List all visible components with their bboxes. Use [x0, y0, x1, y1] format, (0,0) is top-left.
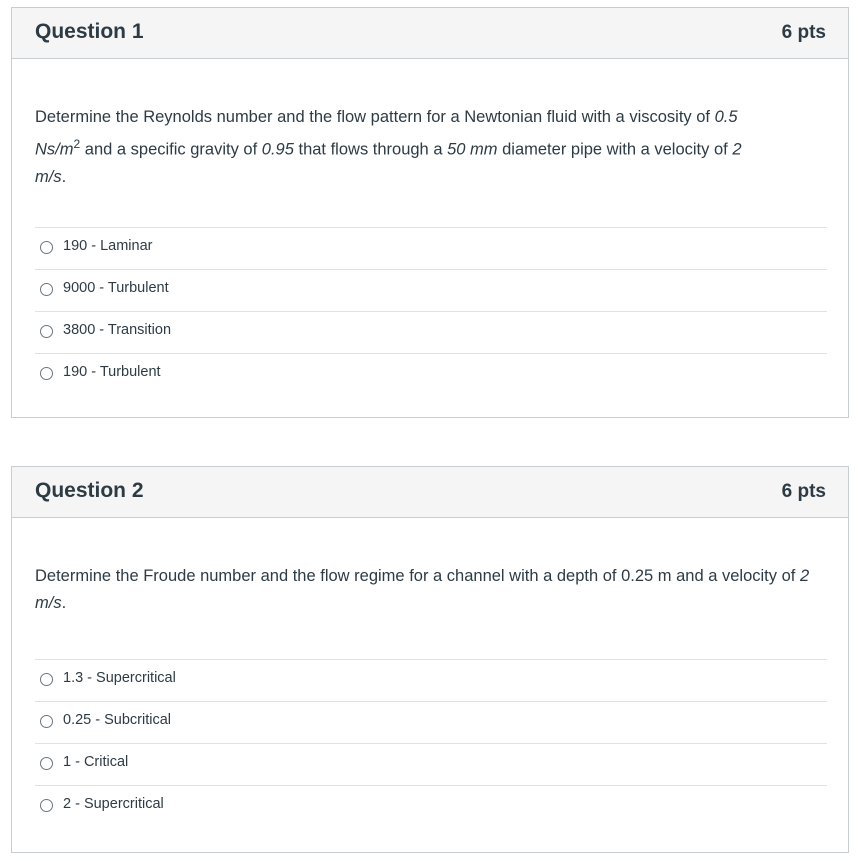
- answer-label[interactable]: 2 - Supercritical: [63, 796, 164, 812]
- radio-button[interactable]: [40, 367, 53, 380]
- question-2-card: [11, 466, 849, 853]
- question-2-title: Question 2: [35, 479, 144, 502]
- question-1-card: [11, 7, 849, 418]
- question-1-title: Question 1: [35, 20, 144, 43]
- radio-button[interactable]: [40, 757, 53, 770]
- q1-viscosity-value: 0.5: [714, 108, 738, 126]
- radio-button[interactable]: [40, 325, 53, 338]
- answer-label[interactable]: 0.25 - Subcritical: [63, 712, 171, 728]
- answer-label[interactable]: 190 - Turbulent: [63, 364, 161, 380]
- radio-button[interactable]: [40, 673, 53, 686]
- q1-velocity-unit: m/s: [35, 167, 62, 186]
- radio-button[interactable]: [40, 283, 53, 296]
- q1-viscosity-unit: Ns/m: [35, 140, 74, 159]
- answer-label[interactable]: 3800 - Transition: [63, 322, 172, 338]
- question-1-answers: [35, 227, 827, 395]
- radio-button[interactable]: [40, 799, 53, 812]
- q2-velocity: 2 m/s: [35, 567, 810, 612]
- answer-option[interactable]: [35, 659, 827, 701]
- answer-label[interactable]: 9000 - Turbulent: [63, 280, 169, 296]
- q1-viscosity-exponent: 2: [73, 137, 81, 151]
- answer-option[interactable]: [35, 701, 827, 743]
- answer-option[interactable]: [35, 227, 827, 269]
- q1-velocity-value: 2: [732, 140, 742, 159]
- answer-label[interactable]: 1 - Critical: [63, 754, 129, 770]
- question-1-header: [12, 8, 848, 59]
- q2-text-part: .: [61, 594, 67, 612]
- q1-text-part: that flows through a: [293, 140, 448, 159]
- radio-button[interactable]: [40, 715, 53, 728]
- q1-text-part: .: [61, 167, 67, 186]
- answer-label[interactable]: 1.3 - Supercritical: [63, 670, 176, 686]
- answer-option[interactable]: [35, 353, 827, 395]
- question-1-text: [35, 104, 818, 191]
- question-2-header: [12, 467, 848, 518]
- question-2-text: [35, 563, 818, 617]
- q1-diameter: 50 mm: [447, 140, 498, 159]
- q1-text-part: Determine the Reynolds number and the flow pattern for a Newtonian fluid with a viscosity of: [35, 108, 715, 126]
- question-2-answers: [35, 659, 827, 827]
- answer-option[interactable]: [35, 311, 827, 353]
- answer-option[interactable]: [35, 743, 827, 785]
- q1-sg-value: 0.95: [261, 140, 294, 159]
- q2-text-part: Determine the Froude number and the flow regime for a channel with a depth of 0.25 m and a velocity of: [35, 567, 800, 585]
- answer-option[interactable]: [35, 269, 827, 311]
- q1-text-part: and a specific gravity of: [80, 140, 262, 159]
- answer-label[interactable]: 190 - Laminar: [63, 238, 153, 254]
- radio-button[interactable]: [40, 241, 53, 254]
- answer-option[interactable]: [35, 785, 827, 827]
- question-2-points: 6 pts: [781, 481, 826, 502]
- q1-text-part: diameter pipe with a velocity of: [497, 140, 733, 159]
- question-1-points: 6 pts: [781, 22, 826, 43]
